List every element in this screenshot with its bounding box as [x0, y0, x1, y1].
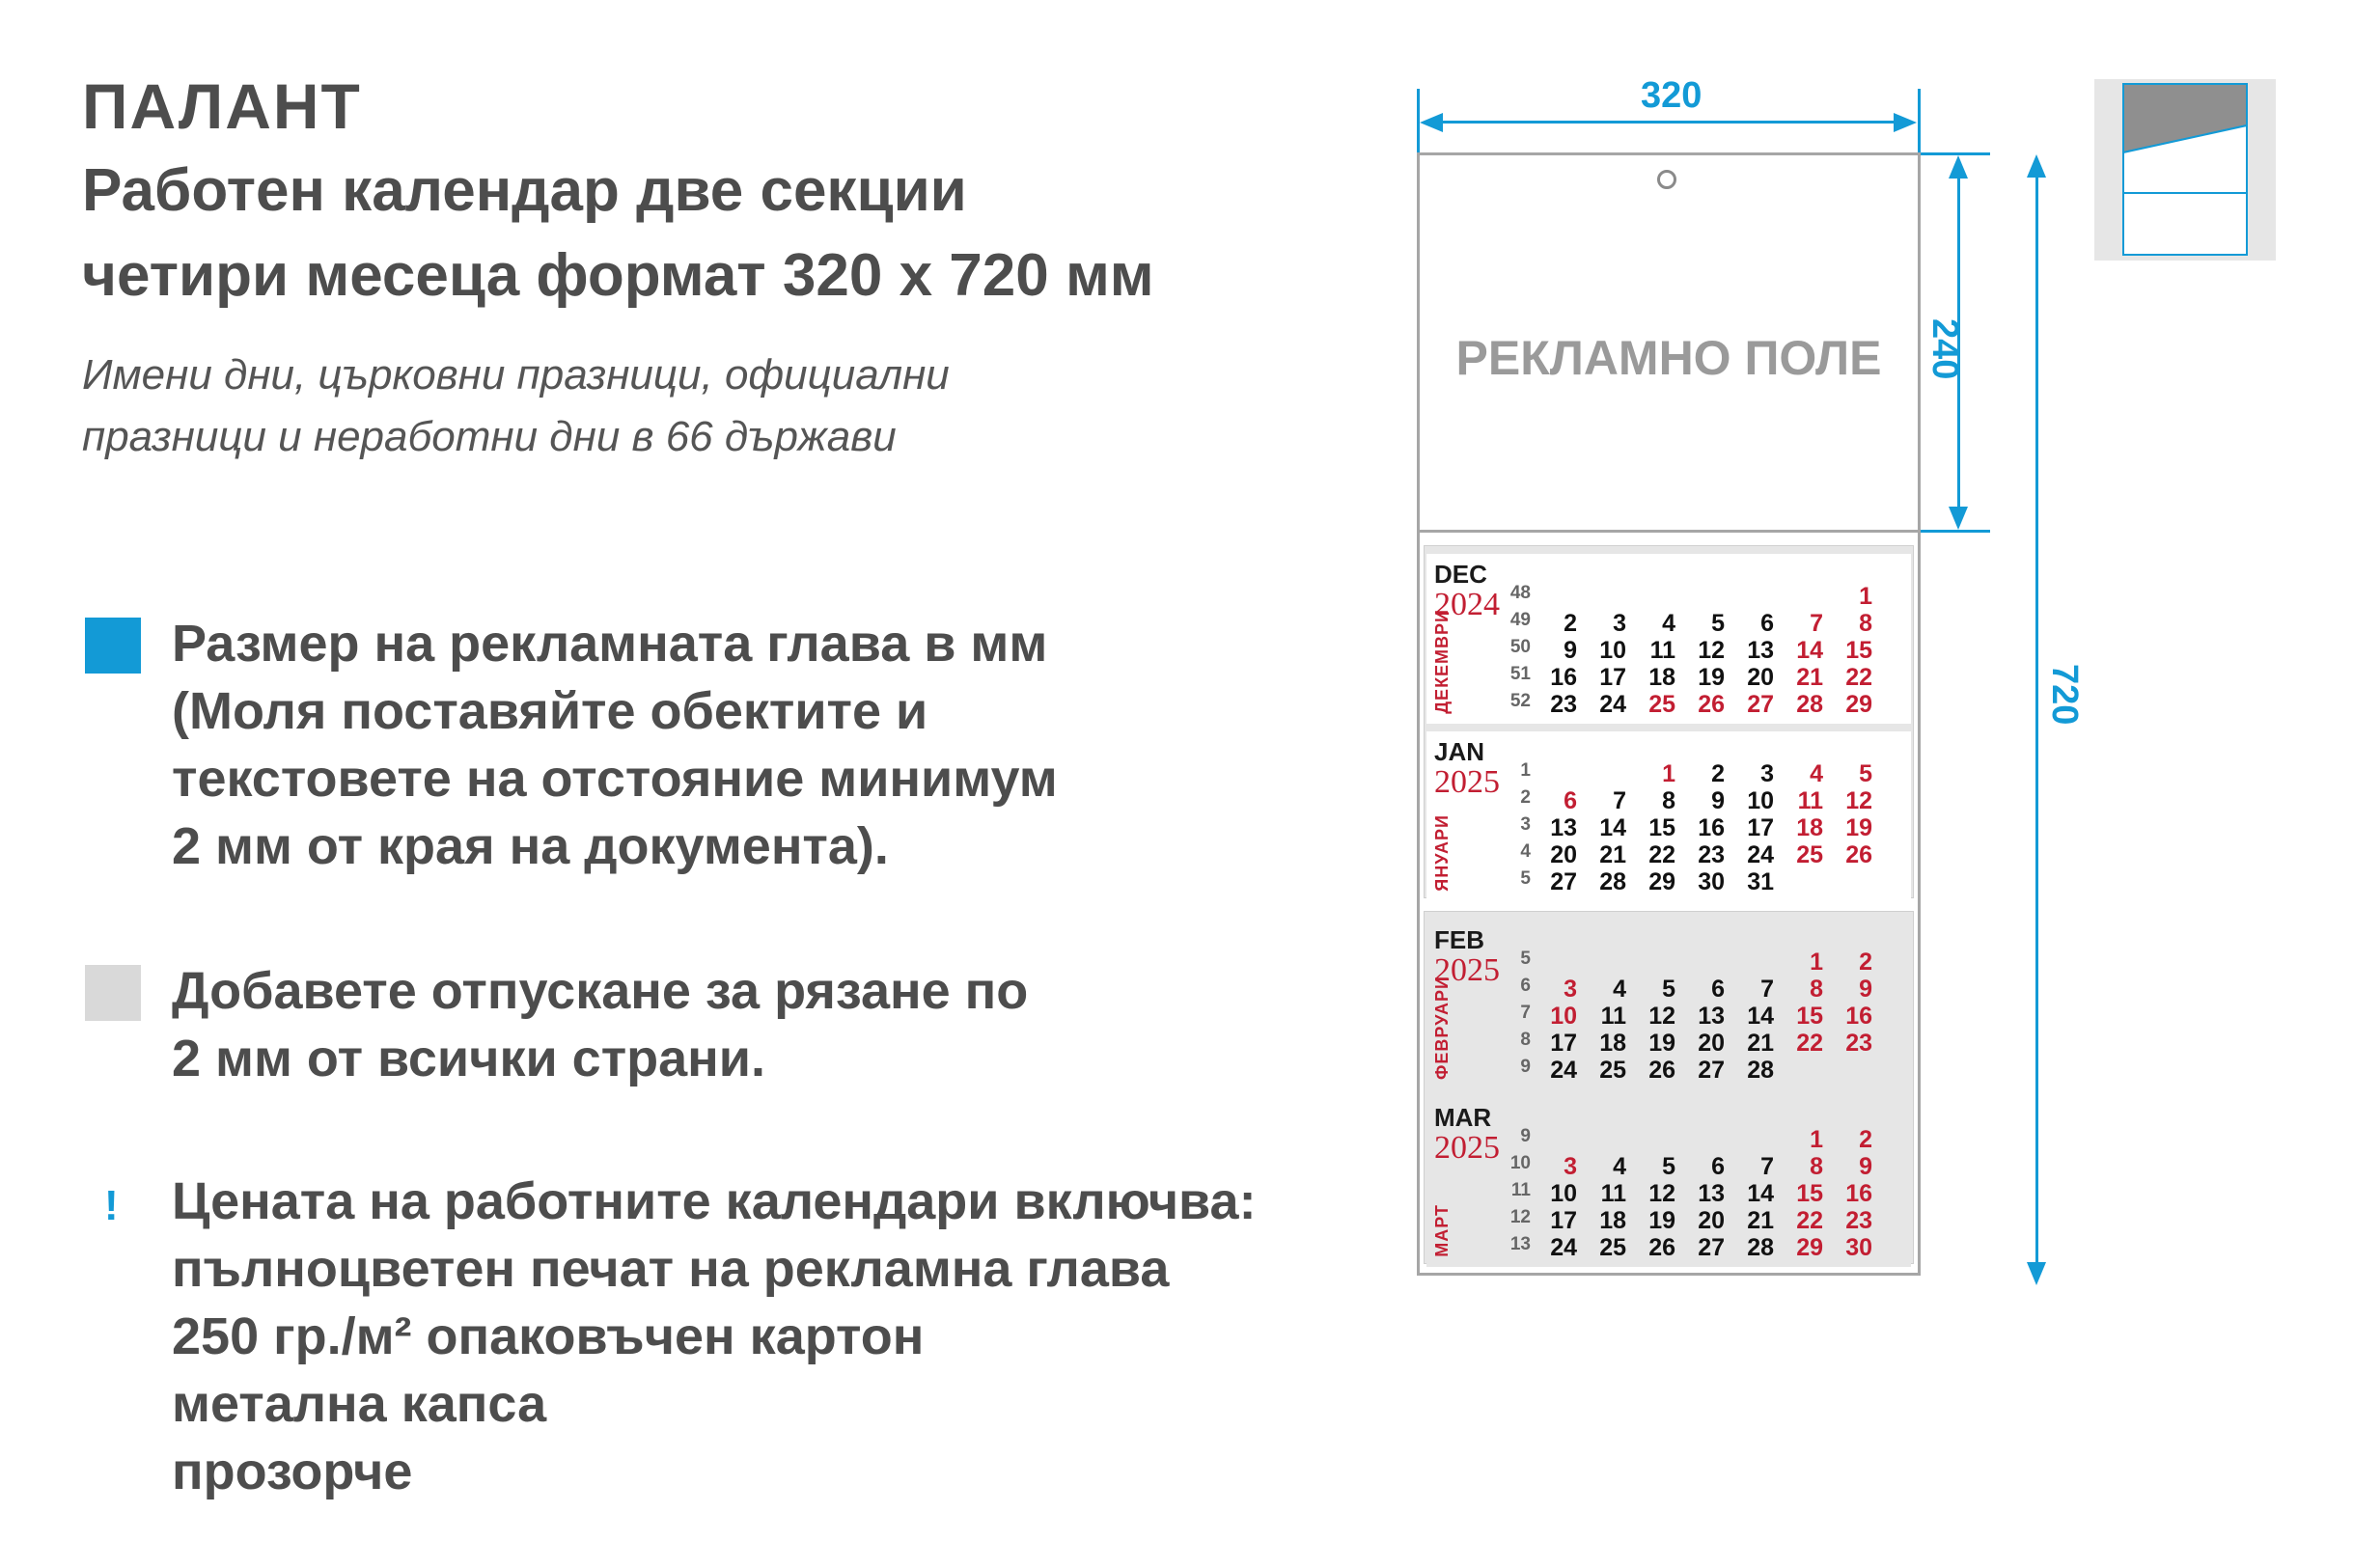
day-cell: 3 [1564, 1153, 1577, 1180]
day-cell: 7 [1760, 976, 1774, 1003]
day-cell: 5 [1662, 1153, 1675, 1180]
bleed-marker [85, 965, 141, 1021]
day-cell: 18 [1648, 664, 1675, 691]
week-number: 50 [1509, 637, 1531, 657]
week-number: 13 [1509, 1234, 1531, 1254]
day-cell: 22 [1796, 1030, 1823, 1057]
page-title-line2: четири месеца формат 320 x 720 мм [82, 242, 1154, 309]
day-cell: 20 [1550, 841, 1577, 868]
day-cell: 2 [1859, 1126, 1872, 1153]
week-number: 4 [1520, 841, 1531, 862]
day-cell: 6 [1711, 1153, 1725, 1180]
day-cell: 28 [1599, 868, 1626, 895]
day-cell: 14 [1747, 1180, 1774, 1207]
day-cell: 19 [1648, 1030, 1675, 1057]
day-cell: 1 [1662, 760, 1675, 787]
day-cell: 1 [1810, 1126, 1823, 1153]
ad-size-note: Размер на рекламната глава в мм (Моля поставяйте обектите и текстовете на отстояние минимум 2 мм от края на документа). [172, 615, 1058, 875]
month-name: ЯНУАРИ [1432, 814, 1452, 892]
day-cell: 5 [1859, 760, 1872, 787]
day-cell: 16 [1845, 1003, 1872, 1030]
week-number: 5 [1520, 868, 1531, 889]
week-number: 52 [1509, 691, 1531, 711]
day-cell: 9 [1859, 976, 1872, 1003]
day-cell: 10 [1550, 1003, 1577, 1030]
dim-head-tick-bottom [1921, 530, 1990, 533]
day-cell: 7 [1810, 610, 1823, 637]
week-number: 5 [1520, 949, 1531, 969]
price-marker-icon: ! [104, 1182, 119, 1229]
day-cell: 5 [1662, 976, 1675, 1003]
day-cell: 23 [1550, 691, 1577, 718]
day-cell: 3 [1613, 610, 1626, 637]
day-cell: 10 [1550, 1180, 1577, 1207]
day-cell: 19 [1698, 664, 1725, 691]
day-cell: 4 [1810, 760, 1823, 787]
month-abbr: MAR [1434, 1103, 1492, 1132]
day-cell: 13 [1698, 1003, 1725, 1030]
day-cell: 10 [1747, 787, 1774, 814]
day-cell: 23 [1845, 1030, 1872, 1057]
week-number: 2 [1520, 787, 1531, 808]
day-cell: 14 [1747, 1003, 1774, 1030]
week-number: 12 [1509, 1207, 1531, 1227]
day-cell: 22 [1845, 664, 1872, 691]
day-cell: 22 [1648, 841, 1675, 868]
day-cell: 8 [1810, 1153, 1823, 1180]
day-cell: 11 [1797, 787, 1823, 814]
day-cell: 11 [1600, 1180, 1626, 1207]
month-name: МАРТ [1432, 1204, 1452, 1257]
day-cell: 23 [1698, 841, 1725, 868]
month-year: 2025 [1434, 1130, 1500, 1166]
week-number: 8 [1520, 1030, 1531, 1050]
day-cell: 26 [1698, 691, 1725, 718]
day-cell: 25 [1599, 1234, 1626, 1261]
month-name: ДЕКЕМВРИ [1432, 609, 1452, 714]
week-number: 48 [1509, 583, 1531, 603]
day-cell: 24 [1599, 691, 1626, 718]
day-cell: 12 [1648, 1180, 1675, 1207]
day-cell: 24 [1550, 1057, 1577, 1084]
day-cell: 17 [1550, 1030, 1577, 1057]
day-cell: 12 [1698, 637, 1725, 664]
week-number: 3 [1520, 814, 1531, 835]
day-cell: 12 [1845, 787, 1872, 814]
day-cell: 29 [1845, 691, 1872, 718]
day-cell: 9 [1859, 1153, 1872, 1180]
month-mar [1426, 1097, 1911, 1267]
day-cell: 16 [1698, 814, 1725, 841]
arrow-up-icon [2027, 154, 2046, 178]
day-cell: 25 [1599, 1057, 1626, 1084]
week-number: 11 [1510, 1180, 1531, 1200]
day-cell: 2 [1859, 949, 1872, 976]
day-cell: 13 [1698, 1180, 1725, 1207]
day-cell: 18 [1599, 1030, 1626, 1057]
month-jan [1426, 731, 1911, 901]
arrow-down-icon [2027, 1262, 2046, 1285]
ad-size-marker [85, 618, 141, 674]
day-cell: 13 [1550, 814, 1577, 841]
month-abbr: DEC [1434, 560, 1487, 589]
month-year: 2024 [1434, 587, 1500, 622]
week-number: 10 [1509, 1153, 1531, 1173]
day-cell: 15 [1796, 1180, 1823, 1207]
subtitle-line1: Имени дни, църковни празници, официални [82, 351, 950, 399]
day-cell: 27 [1550, 868, 1577, 895]
ad-field-label: РЕКЛАМНО ПОЛЕ [1455, 331, 1882, 385]
day-cell: 20 [1698, 1207, 1725, 1234]
day-cell: 28 [1747, 1234, 1774, 1261]
day-cell: 28 [1796, 691, 1823, 718]
day-cell: 16 [1550, 664, 1577, 691]
day-cell: 31 [1747, 868, 1774, 895]
day-cell: 8 [1859, 610, 1872, 637]
day-cell: 27 [1698, 1057, 1725, 1084]
day-cell: 30 [1845, 1234, 1872, 1261]
day-cell: 21 [1747, 1207, 1774, 1234]
day-cell: 5 [1711, 610, 1725, 637]
day-cell: 23 [1845, 1207, 1872, 1234]
month-year: 2025 [1434, 764, 1500, 800]
day-cell: 29 [1796, 1234, 1823, 1261]
day-cell: 9 [1564, 637, 1577, 664]
day-cell: 2 [1711, 760, 1725, 787]
day-cell: 14 [1599, 814, 1626, 841]
arrow-left-icon [1420, 113, 1443, 132]
day-cell: 3 [1760, 760, 1774, 787]
page-title-line1: Работен календар две секции [82, 157, 967, 224]
month-year: 2025 [1434, 952, 1500, 988]
arrow-up-icon [1949, 155, 1968, 179]
week-number: 51 [1509, 664, 1531, 684]
day-cell: 24 [1747, 841, 1774, 868]
day-cell: 18 [1796, 814, 1823, 841]
day-cell: 6 [1760, 610, 1774, 637]
week-number: 1 [1520, 760, 1531, 781]
month-abbr: FEB [1434, 925, 1484, 954]
day-cell: 29 [1648, 868, 1675, 895]
day-cell: 15 [1796, 1003, 1823, 1030]
day-cell: 28 [1747, 1057, 1774, 1084]
dim-total-label: 720 [2044, 664, 2085, 726]
day-cell: 25 [1648, 691, 1675, 718]
day-cell: 8 [1810, 976, 1823, 1003]
month-abbr: JAN [1434, 737, 1485, 766]
arrow-down-icon [1949, 507, 1968, 530]
day-cell: 16 [1845, 1180, 1872, 1207]
day-cell: 27 [1698, 1234, 1725, 1261]
day-cell: 22 [1796, 1207, 1823, 1234]
day-cell: 26 [1648, 1234, 1675, 1261]
day-cell: 17 [1599, 664, 1626, 691]
day-cell: 26 [1648, 1057, 1675, 1084]
month-name: ФЕВРУАРИ [1432, 976, 1452, 1080]
subtitle-line2: празници и неработни дни в 66 държави [82, 413, 897, 460]
day-cell: 30 [1698, 868, 1725, 895]
day-cell: 15 [1845, 637, 1872, 664]
day-cell: 2 [1564, 610, 1577, 637]
bleed-note: Добавете отпускане за рязане по 2 мм от всички страни. [172, 962, 1029, 1087]
week-number: 9 [1520, 1057, 1531, 1077]
day-cell: 9 [1711, 787, 1725, 814]
day-cell: 19 [1845, 814, 1872, 841]
dim-width-label: 320 [1641, 75, 1702, 116]
week-number: 7 [1520, 1003, 1531, 1023]
day-cell: 7 [1613, 787, 1626, 814]
day-cell: 12 [1648, 1003, 1675, 1030]
day-cell: 24 [1550, 1234, 1577, 1261]
day-cell: 26 [1845, 841, 1872, 868]
day-cell: 7 [1760, 1153, 1774, 1180]
day-cell: 4 [1662, 610, 1675, 637]
brand-title: ПАЛАНТ [82, 70, 362, 142]
arrow-right-icon [1894, 113, 1917, 132]
day-cell: 11 [1649, 637, 1675, 664]
day-cell: 27 [1747, 691, 1774, 718]
day-cell: 1 [1859, 583, 1872, 610]
day-cell: 3 [1564, 976, 1577, 1003]
day-cell: 19 [1648, 1207, 1675, 1234]
month-dec [1426, 554, 1911, 724]
dim-tick-right [1918, 89, 1921, 152]
day-cell: 21 [1796, 664, 1823, 691]
day-cell: 10 [1599, 637, 1626, 664]
day-cell: 14 [1796, 637, 1823, 664]
day-cell: 17 [1747, 814, 1774, 841]
day-cell: 8 [1662, 787, 1675, 814]
day-cell: 4 [1613, 1153, 1626, 1180]
day-cell: 6 [1564, 787, 1577, 814]
day-cell: 20 [1747, 664, 1774, 691]
dim-total-line [2035, 176, 2038, 1266]
day-cell: 25 [1796, 841, 1823, 868]
day-cell: 21 [1747, 1030, 1774, 1057]
fold-diagram-icon [2094, 79, 2276, 261]
day-cell: 1 [1810, 949, 1823, 976]
week-number: 49 [1509, 610, 1531, 630]
week-number: 9 [1520, 1126, 1531, 1146]
price-note: Цената на работните календари включва: пълноцветен печат на рекламна глава 250 гр./м² опаковъчен картон метална капса прозорче [172, 1172, 1257, 1500]
day-cell: 11 [1600, 1003, 1626, 1030]
day-cell: 6 [1711, 976, 1725, 1003]
day-cell: 21 [1599, 841, 1626, 868]
day-cell: 13 [1747, 637, 1774, 664]
day-cell: 18 [1599, 1207, 1626, 1234]
day-cell: 15 [1648, 814, 1675, 841]
fold-icon [2094, 79, 2276, 261]
month-feb [1426, 920, 1911, 1089]
hanging-hole-icon [1657, 170, 1676, 189]
dim-width-line [1438, 121, 1897, 124]
week-number: 6 [1520, 976, 1531, 996]
dim-head-label: 240 [1924, 318, 1965, 380]
day-cell: 17 [1550, 1207, 1577, 1234]
day-cell: 20 [1698, 1030, 1725, 1057]
day-cell: 4 [1613, 976, 1626, 1003]
